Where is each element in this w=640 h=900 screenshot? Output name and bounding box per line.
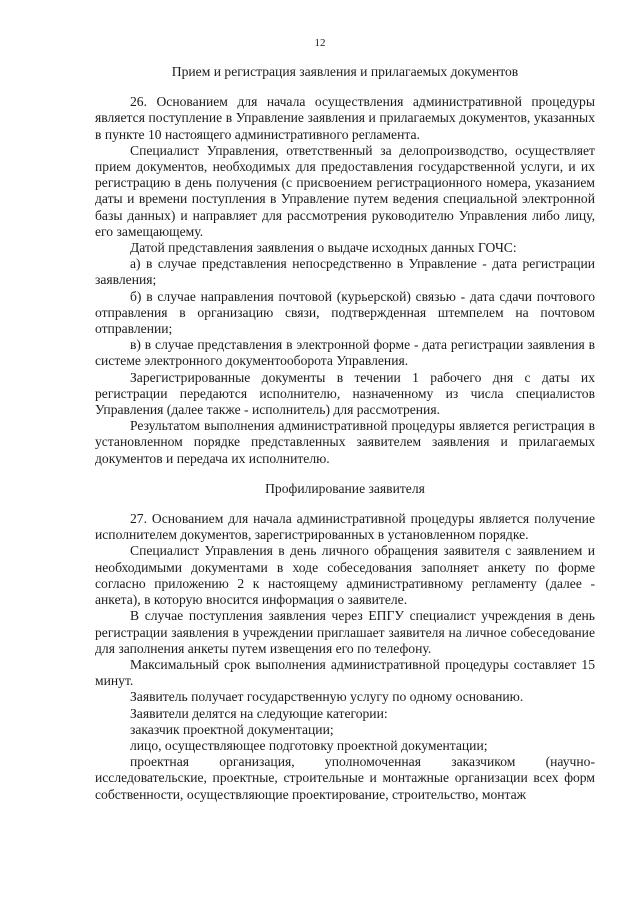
paragraph: 27. Основанием для начала административной процедуры является получение исполнителем документов, зарегистрированных в установленном порядке. <box>95 511 595 543</box>
paragraph: Максимальный срок выполнения административной процедуры составляет 15 минут. <box>95 656 595 689</box>
document-body <box>95 64 595 803</box>
paragraph: Датой представления заявления о выдаче исходных данных ГОЧС: <box>130 240 517 256</box>
paragraph: В случае поступления заявления через ЕПГУ специалист учреждения в день регистрации заявления в учреждении приглашает заявителя на личное собеседование для заполнения анкеты путем извещения его по телефону. <box>95 608 595 656</box>
list-item: заказчик проектной документации; <box>130 721 334 737</box>
section-heading-registration: Прием и регистрация заявления и прилагаемых документов <box>171 64 519 79</box>
paragraph: Зарегистрированные документы в течении 1 рабочего дня с даты их регистрации передаются исполнителю, назначенному из числа специалистов Управления (далее также - исполнитель) для рассмотрения. <box>95 369 595 418</box>
list-item: лицо, осуществляющее подготовку проектной документации; <box>130 737 488 753</box>
paragraph: Специалист Управления, ответственный за делопроизводство, осуществляет прием документов, необходимых для предоставления государственной услуги, и их регистрацию в день получения (с присвоением регистрационного номера, указанием даты и времени поступления в Управление путем ведения специальной электронной базы данных) и направляет для рассмотрения руководителю Управления либо лицу, его замещающему. <box>95 142 595 239</box>
list-item: проектная организация, уполномоченная заказчиком (научно-исследовательские, проектные, строительные и монтажные организации всех форм собственности, осуществляющие проектирование, строительство, монтаж <box>95 754 595 802</box>
section-heading-profiling: Профилирование заявителя <box>265 480 425 496</box>
list-item: в) в случае представления в электронной форме - дата регистрации заявления в системе электронного документооборота Управления. <box>95 337 595 369</box>
paragraph: Заявители делятся на следующие категории: <box>130 705 388 721</box>
paragraph: Результатом выполнения административной процедуры является регистрация в установленном порядке представленных заявителем заявления и прилагаемых документов и передача их исполнителю. <box>95 418 595 466</box>
list-item: а) в случае представления непосредственно в Управление - дата регистрации заявления; <box>95 256 595 288</box>
page-number: 12 <box>314 37 326 49</box>
paragraph: Специалист Управления в день личного обращения заявителя с заявлением и необходимыми документами в ходе собеседования заполняет анкету по форме согласно приложению 2 к настоящему административному регламенту (далее - анкета), в которую вносится информация о заявителе. <box>95 543 595 608</box>
paragraph: 26. Основанием для начала осуществления административной процедуры является поступление в Управление заявления и прилагаемых документов, указанных в пункте 10 настоящего административного регламента. <box>95 94 595 142</box>
list-item: б) в случае направления почтовой (курьерской) связью - дата сдачи почтового отправления в организацию связи, подтвержденная штемпелем на почтовом отправлении; <box>95 288 595 337</box>
paragraph: Заявитель получает государственную услугу по одному основанию. <box>130 689 524 705</box>
